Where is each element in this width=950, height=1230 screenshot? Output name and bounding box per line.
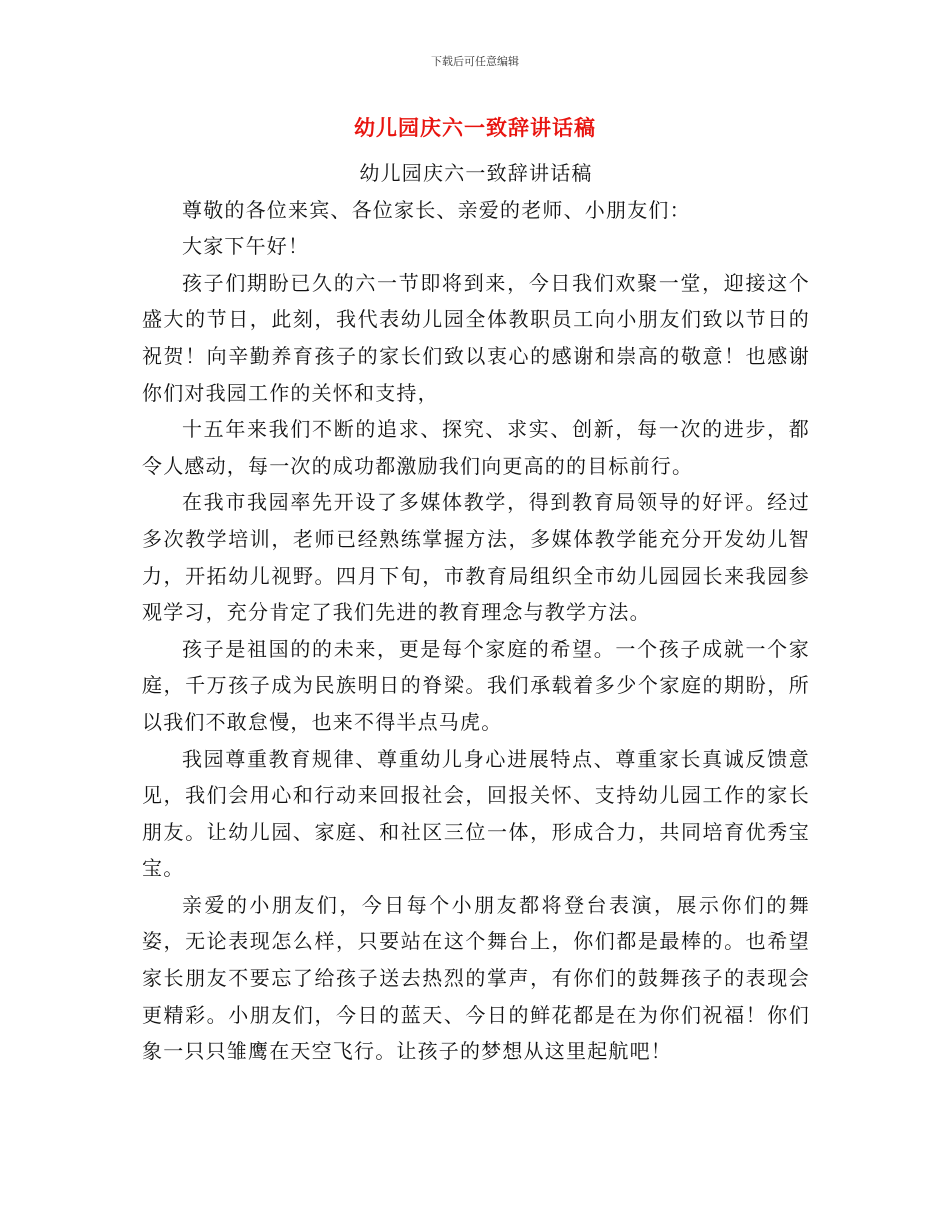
salutation-paragraph: 尊敬的各位来宾、各位家长、亲爱的老师、小朋友们： xyxy=(182,197,691,222)
body-paragraph: 孩子们期盼已久的六一节即将到来，今日我们欢聚一堂，迎接这个盛大的节日，此刻，我代表幼儿园全体教职员工向小朋友们致以节日的祝贺！向辛勤养育孩子的家长们致以衷心的感谢和崇高的敬意！也感谢你们对我园工作的关怀和支持， xyxy=(142,270,810,405)
body-paragraph: 在我市我园率先开设了多媒体教学，得到教育局领导的好评。经过多次教学培训，老师已经熟练掌握方法，多媒体教学能充分开发幼儿智力，开拓幼儿视野。四月下旬，市教育局组织全市幼儿园园长来我园参观学习，充分肯定了我们先进的教育理念与教学方法。 xyxy=(142,490,810,625)
body-paragraph: 十五年来我们不断的追求、探究、求实、创新，每一次的进步，都令人感动，每一次的成功都激励我们向更高的的目标前行。 xyxy=(142,417,810,478)
body-paragraph: 我园尊重教育规律、尊重幼儿身心进展特点、尊重家长真诚反馈意见，我们会用心和行动来回报社会，回报关怀、支持幼儿园工作的家长朋友。让幼儿园、家庭、和社区三位一体，形成合力，共同培育优秀宝宝。 xyxy=(142,746,810,881)
body-paragraph: 孩子是祖国的的未来，更是每个家庭的希望。一个孩子成就一个家庭，千万孩子成为民族明日的脊梁。我们承载着多少个家庭的期盼，所以我们不敢怠慢，也来不得半点马虎。 xyxy=(142,636,810,734)
document-title: 幼儿园庆六一致辞讲话稿 xyxy=(354,116,596,140)
document-body xyxy=(142,155,810,1070)
closing-paragraph: 亲爱的小朋友们，今日每个小朋友都将登台表演，展示你们的舞姿，无论表现怎么样，只要站在这个舞台上，你们都是最棒的。也希望家长朋友不要忘了给孩子送去热烈的掌声，有你们的鼓舞孩子的表现会更精彩。小朋友们，今日的蓝天、今日的鲜花都是在为你们祝福！你们象一只只雏鹰在天空飞行。让孩子的梦想从这里起航吧！ xyxy=(142,892,810,1064)
document-subtitle: 幼儿园庆六一致辞讲话稿 xyxy=(359,161,593,185)
greeting-paragraph: 大家下午好！ xyxy=(182,234,310,259)
header-note: 下载后可任意编辑 xyxy=(431,55,519,68)
